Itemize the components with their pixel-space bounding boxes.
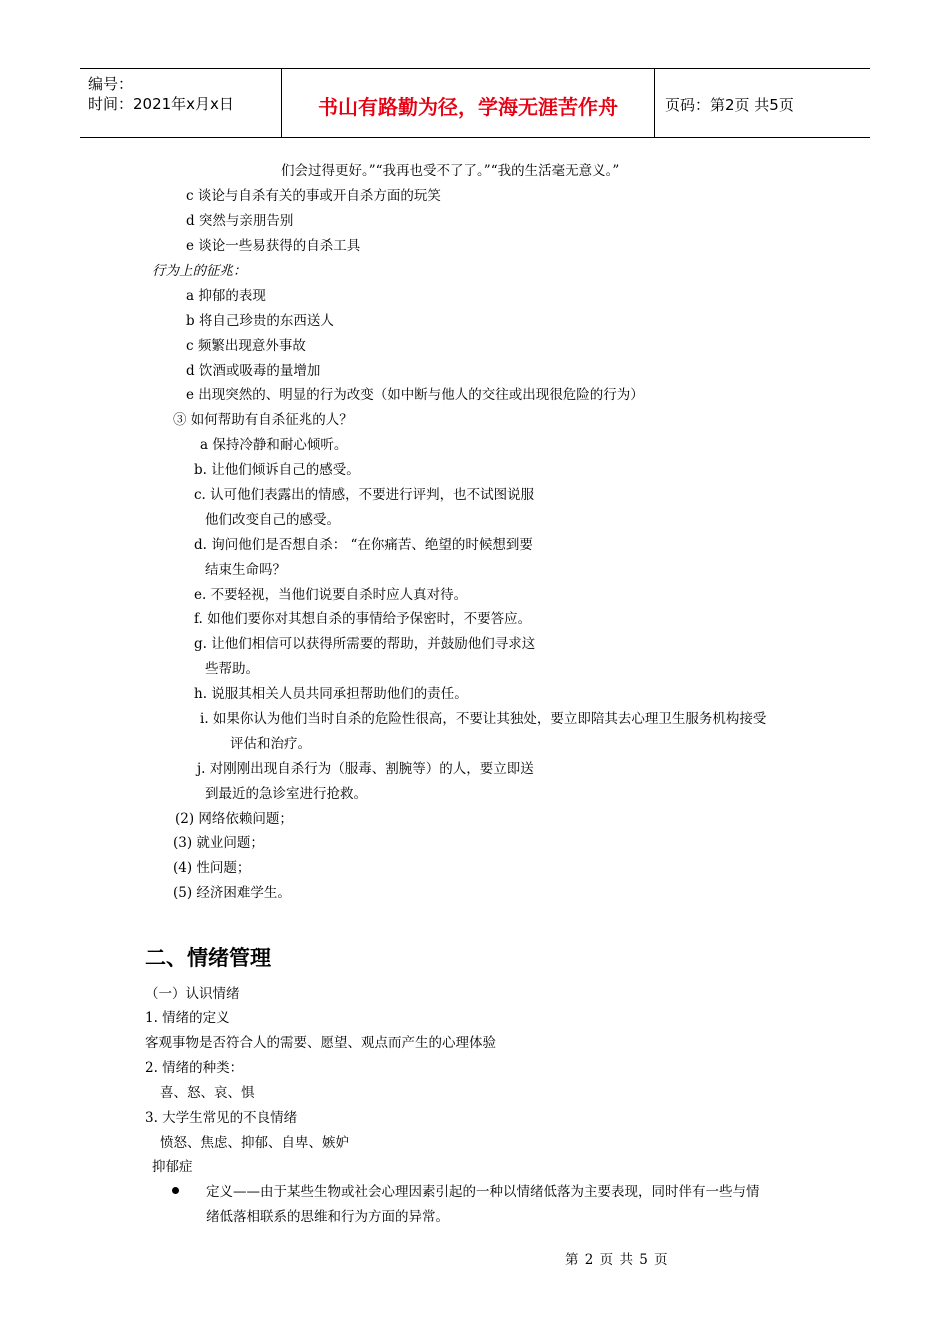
text-line: (2) 网络依赖问题； <box>175 811 293 827</box>
text-line: 绪低落相联系的思维和行为方面的异常。 <box>206 1209 449 1225</box>
text-line: b 将自己珍贵的东西送人 <box>186 313 334 329</box>
text-line: （一）认识情绪 <box>145 986 240 1002</box>
text-line: e. 不要轻视，当他们说要自杀时应人真对待。 <box>194 587 468 603</box>
text-line: ③ 如何帮助有自杀征兆的人？ <box>173 412 353 428</box>
header-info-cell <box>80 69 282 137</box>
text-line: 抑郁症 <box>152 1159 193 1175</box>
motto: 书山有路勤为径，学海无涯苦作舟 <box>318 95 618 119</box>
text-line: e 出现突然的、明显的行为改变（如中断与他人的交往或出现很危险的行为） <box>186 387 644 403</box>
header-page-cell <box>655 69 870 137</box>
text-line: g. 让他们相信可以获得所需要的帮助，并鼓励他们寻求这 <box>194 636 536 652</box>
text-line: (5) 经济困难学生。 <box>173 885 291 901</box>
text-line: c 频繁出现意外事故 <box>186 338 306 354</box>
text-line: c. 认可他们表露出的情感，不要进行评判，也不试图说服 <box>194 487 535 503</box>
text-line: 3. 大学生常见的不良情绪 <box>145 1110 298 1126</box>
text-line: i. 如果你认为他们当时自杀的危险性很高，不要让其独处，要立即陪其去心理卫生服务机构接受 <box>200 711 767 727</box>
text-line: d. 询问他们是否想自杀： “在你痛苦、绝望的时候想到要 <box>194 537 533 553</box>
page-header <box>80 68 870 138</box>
text-line: 些帮助。 <box>205 661 259 677</box>
text-line: d 饮酒或吸毒的量增加 <box>186 363 321 379</box>
section-heading: 二、情绪管理 <box>145 946 271 970</box>
text-line: 们会过得更好。”“我再也受不了了。”“我的生活毫无意义。” <box>281 163 620 179</box>
text-line: b. 让他们倾诉自己的感受。 <box>194 462 360 478</box>
text-line: 结束生命吗？ <box>205 562 286 578</box>
text-line: d 突然与亲朋告别 <box>186 213 294 229</box>
text-line: 客观事物是否符合人的需要、愿望、观点而产生的心理体验 <box>145 1035 496 1051</box>
bullet-icon <box>172 1187 179 1194</box>
text-line: 定义——由于某些生物或社会心理因素引起的一种以情绪低落为主要表现，同时伴有一些与情 <box>206 1184 760 1200</box>
page-footer: 第 2 页 共 5 页 <box>565 1252 669 1268</box>
text-line: 他们改变自己的感受。 <box>205 512 340 528</box>
subheading: 行为上的征兆： <box>152 263 247 279</box>
text-line: a 抑郁的表现 <box>186 288 266 304</box>
time-label: 时间：2021年x月x日 <box>88 95 234 113</box>
text-line: e 谈论一些易获得的自杀工具 <box>186 238 361 254</box>
text-line: h. 说服其相关人员共同承担帮助他们的责任。 <box>194 686 468 702</box>
text-line: (3) 就业问题； <box>173 835 264 851</box>
text-line: 喜、怒、哀、惧 <box>160 1085 255 1101</box>
text-line: f. 如他们要你对其想自杀的事情给予保密时，不要答应。 <box>194 611 532 627</box>
text-line: 到最近的急诊室进行抢救。 <box>205 786 367 802</box>
code-label: 编号： <box>88 75 134 93</box>
text-line: c 谈论与自杀有关的事或开自杀方面的玩笑 <box>186 188 441 204</box>
text-line: a 保持冷静和耐心倾听。 <box>200 437 348 453</box>
text-line: 1. 情绪的定义 <box>145 1010 230 1026</box>
text-line: (4) 性问题； <box>173 860 251 876</box>
text-line: 愤怒、焦虑、抑郁、自卑、嫉妒 <box>160 1135 349 1151</box>
text-line: 2. 情绪的种类： <box>145 1060 244 1076</box>
header-motto-cell <box>282 69 655 137</box>
text-line: j. 对刚刚出现自杀行为（服毒、割腕等）的人，要立即送 <box>197 761 534 777</box>
page-info: 页码：第2页 共5页 <box>665 96 794 114</box>
text-line: 评估和治疗。 <box>230 736 311 752</box>
